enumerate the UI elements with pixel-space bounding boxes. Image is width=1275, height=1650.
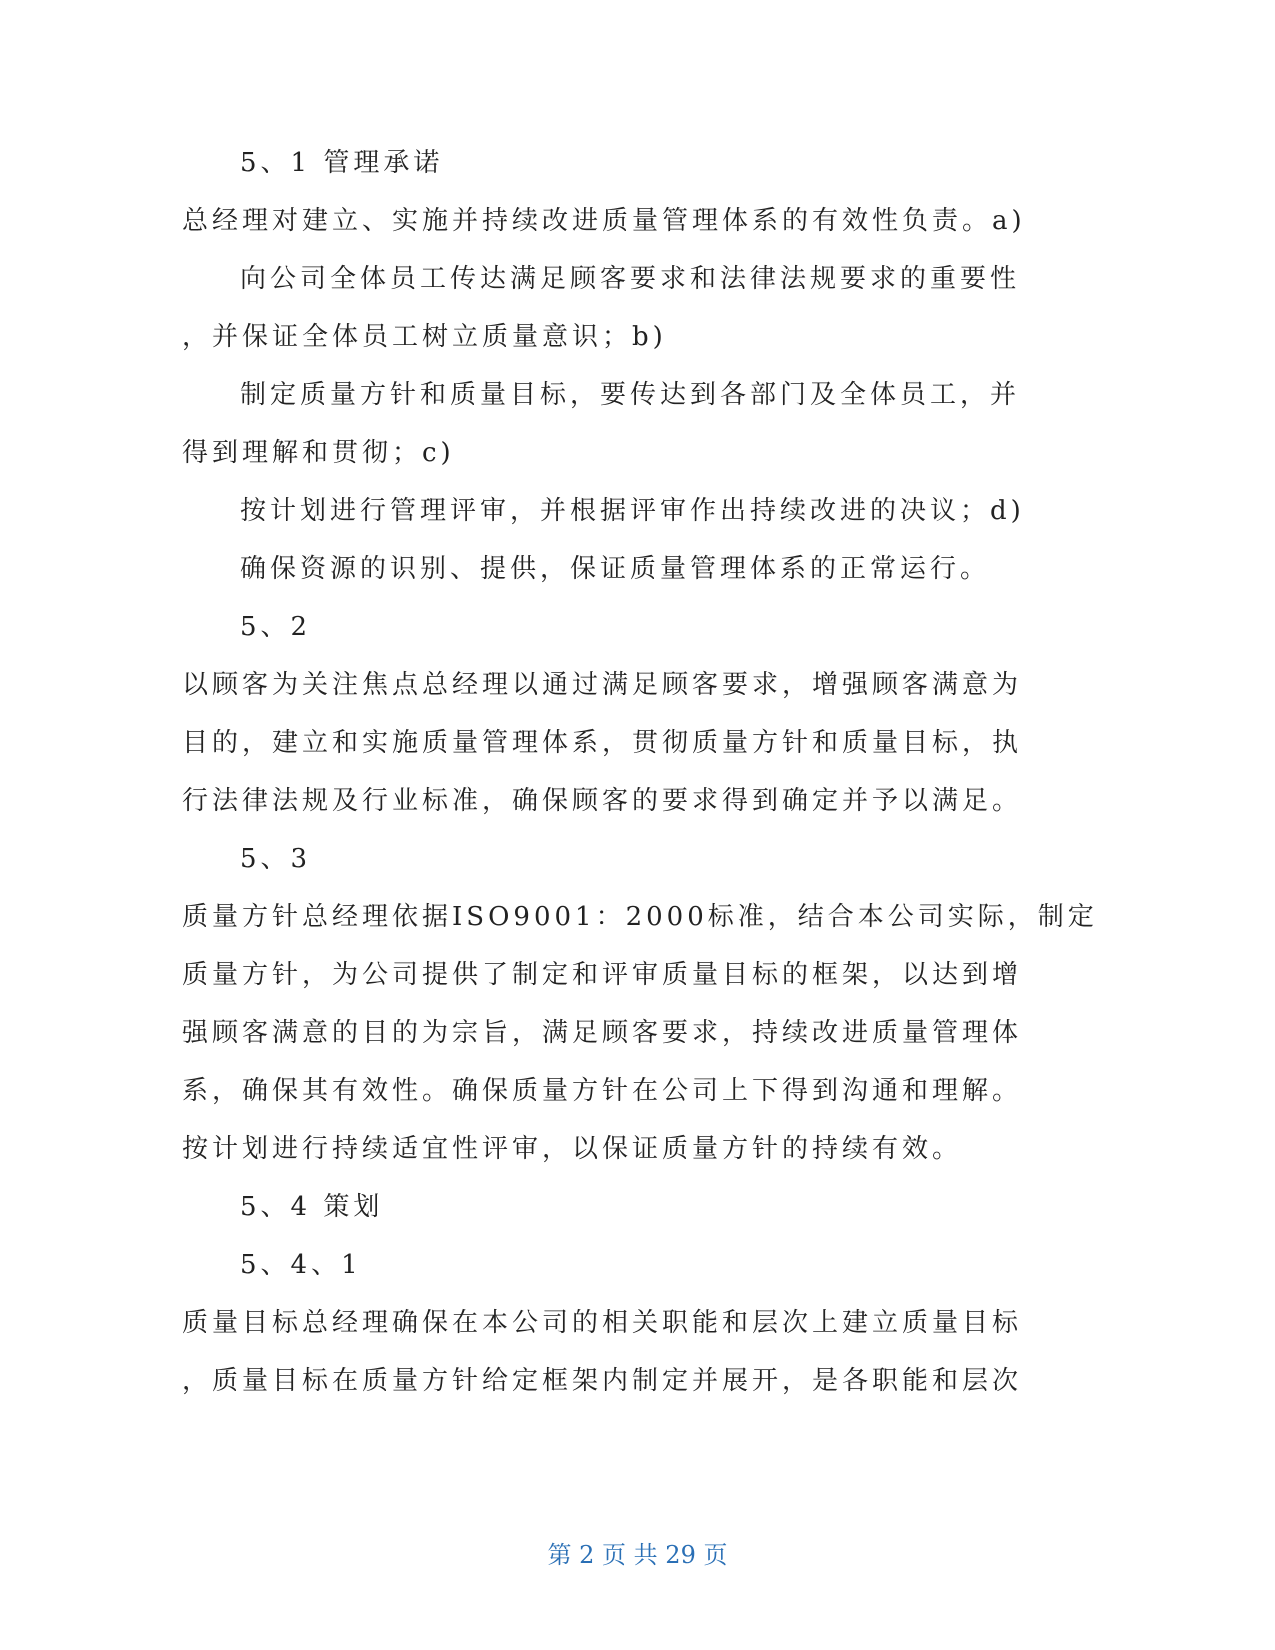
paragraph-line: 确保资源的识别、提供，保证质量管理体系的正常运行。 [240, 554, 991, 584]
paragraph-line: 系，确保其有效性。确保质量方针在公司上下得到沟通和理解。 [182, 1076, 1023, 1106]
paragraph-line: ，并保证全体员工树立质量意识；b) [182, 322, 667, 352]
paragraph-line: 强顾客满意的目的为宗旨，满足顾客要求，持续改进质量管理体 [182, 1018, 1023, 1048]
section-heading: 5、2 [240, 612, 312, 642]
paragraph-line: 以顾客为关注焦点总经理以通过满足顾客要求，增强顾客满意为 [182, 670, 1023, 700]
paragraph-line: 得到理解和贯彻；c) [182, 438, 455, 468]
page-number-footer: 第 2 页 共 29 页 [547, 1541, 728, 1569]
paragraph-line: 按计划进行管理评审，并根据评审作出持续改进的决议；d) [240, 496, 1025, 526]
paragraph-line: 质量方针，为公司提供了制定和评审质量目标的框架，以达到增 [182, 960, 1023, 990]
section-heading: 5、4 策划 [240, 1192, 384, 1222]
paragraph-line: 目的，建立和实施质量管理体系，贯彻质量方针和质量目标，执 [182, 728, 1023, 758]
paragraph-line: 制定质量方针和质量目标，要传达到各部门及全体员工，并 [240, 380, 1021, 410]
paragraph-line: 行法律法规及行业标准，确保顾客的要求得到确定并予以满足。 [182, 786, 1023, 816]
paragraph-line: ，质量目标在质量方针给定框架内制定并展开，是各职能和层次 [182, 1366, 1023, 1396]
paragraph-line: 质量目标总经理确保在本公司的相关职能和层次上建立质量目标 [182, 1308, 1023, 1338]
paragraph-line: 总经理对建立、实施并持续改进质量管理体系的有效性负责。a) [182, 206, 1026, 236]
section-heading: 5、4、1 [240, 1250, 362, 1280]
paragraph-line: 向公司全体员工传达满足顾客要求和法律法规要求的重要性 [240, 264, 1021, 294]
section-heading: 5、3 [240, 844, 312, 874]
paragraph-line: 质量方针总经理依据ISO9001：2000标准，结合本公司实际，制定 [182, 902, 1098, 932]
paragraph-line: 按计划进行持续适宜性评审，以保证质量方针的持续有效。 [182, 1134, 963, 1164]
section-heading: 5、1 管理承诺 [240, 148, 444, 178]
